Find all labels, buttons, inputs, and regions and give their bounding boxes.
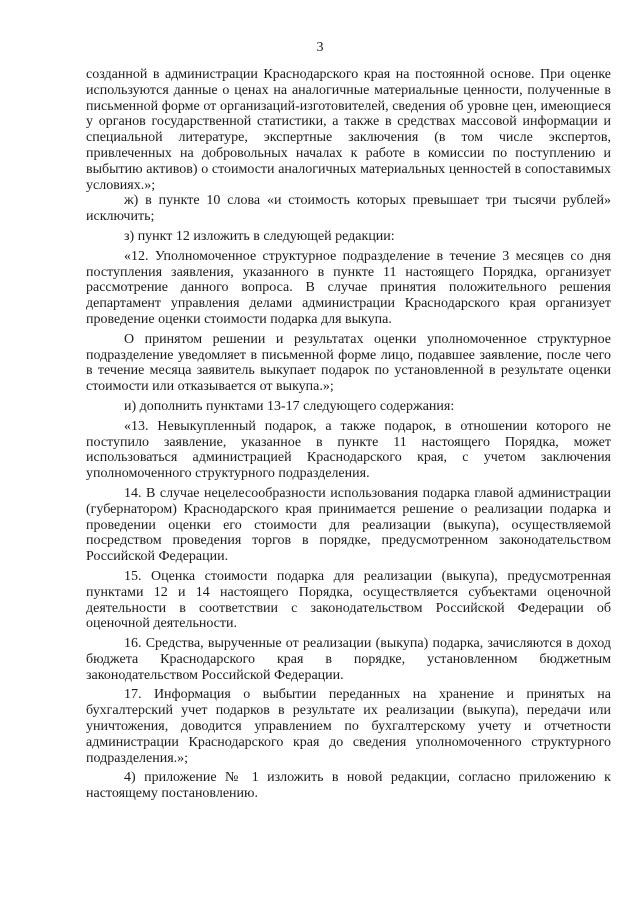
paragraph-clause-12: «12. Уполномоченное структурное подразделение в течение 3 месяцев со дня поступления заявления, указанного в пункте 11 настоящего Порядка, организует рассмотрение данного вопроса. В случае принятия положительного решения департамент управления делами администрации Краснодарского края организует проведение оценки стоимости подарка для выкупа. — [86, 248, 611, 327]
paragraph-clause-12-decision: О принятом решении и результатах оценки уполномоченное структурное подразделение уведомляет в письменной форме лицо, подавшее заявление, после чего в течение месяца заявитель выкупает подарок по установленной в результате оценки стоимости или отказывается от выкупа.»; — [86, 331, 611, 395]
paragraph-clause-17: 17. Информация о выбытии переданных на хранение и принятых на бухгалтерский учет подарков в результате их реализации (выкупа), передачи или уничтожения, доводится управлением по бухгалтерскому учету и отчетности администрации Краснодарского края до сведения уполномоченного структурного подразделения.»; — [86, 687, 611, 766]
paragraph-clause-15: 15. Оценка стоимости подарка для реализации (выкупа), предусмотренная пунктами 12 и 14 настоящего Порядка, осуществляется субъектами оценочной деятельности в соответствии с законодательством Российской Федерации об оценочной деятельности. — [86, 568, 611, 632]
paragraph-item-zh: ж) в пункте 10 слова «и стоимость которых превышает три тысячи рублей» исключить; — [86, 193, 611, 225]
paragraph-item-i: и) дополнить пунктами 13-17 следующего содержания: — [124, 398, 455, 414]
paragraph-item-z: з) пункт 12 изложить в следующей редакции: — [124, 228, 395, 244]
document-body — [86, 67, 611, 802]
paragraph-clause-16: 16. Средства, вырученные от реализации (выкупа) подарка, зачисляются в доход бюджета Краснодарского края в порядке, установленном бюджетным законодательством Российской Федерации. — [86, 636, 611, 683]
paragraph-clause-13: «13. Невыкупленный подарок, а также подарок, в отношении которого не поступило заявление, указанное в пункте 11 настоящего Порядка, может использоваться администрацией Краснодарского края, с учетом заключения уполномоченного структурного подразделения. — [86, 418, 611, 482]
paragraph-item-4: 4) приложение № 1 изложить в новой редакции, согласно приложению к настоящему постановлению. — [86, 770, 611, 802]
paragraph-clause-14: 14. В случае нецелесообразности использования подарка главой администрации (губернатором) Краснодарского края принимается решение о реализации подарка и проведении оценки его стоимости для реализации (выкупа), осуществляемой посредством проведения торгов в порядке, предусмотренном законодательством Российской Федерации. — [86, 485, 611, 565]
paragraph-continuation: созданной в администрации Краснодарского края на постоянной основе. При оценке используются данные о ценах на аналогичные материальные ценности, полученные в письменной форме от организаций-изготовителей, сведения об уровне цен, имеющиеся у органов государственной статистики, а также в средствах массовой информации и специальной литературе, экспертные заключения (в том числе экспертов, привлеченных на добровольных началах к работе в комиссии по поступлению и выбытию активов) о стоимости аналогичных материальных ценностей в сопоставимых условиях.»; — [86, 67, 611, 193]
page-number: 3 — [316, 40, 324, 55]
